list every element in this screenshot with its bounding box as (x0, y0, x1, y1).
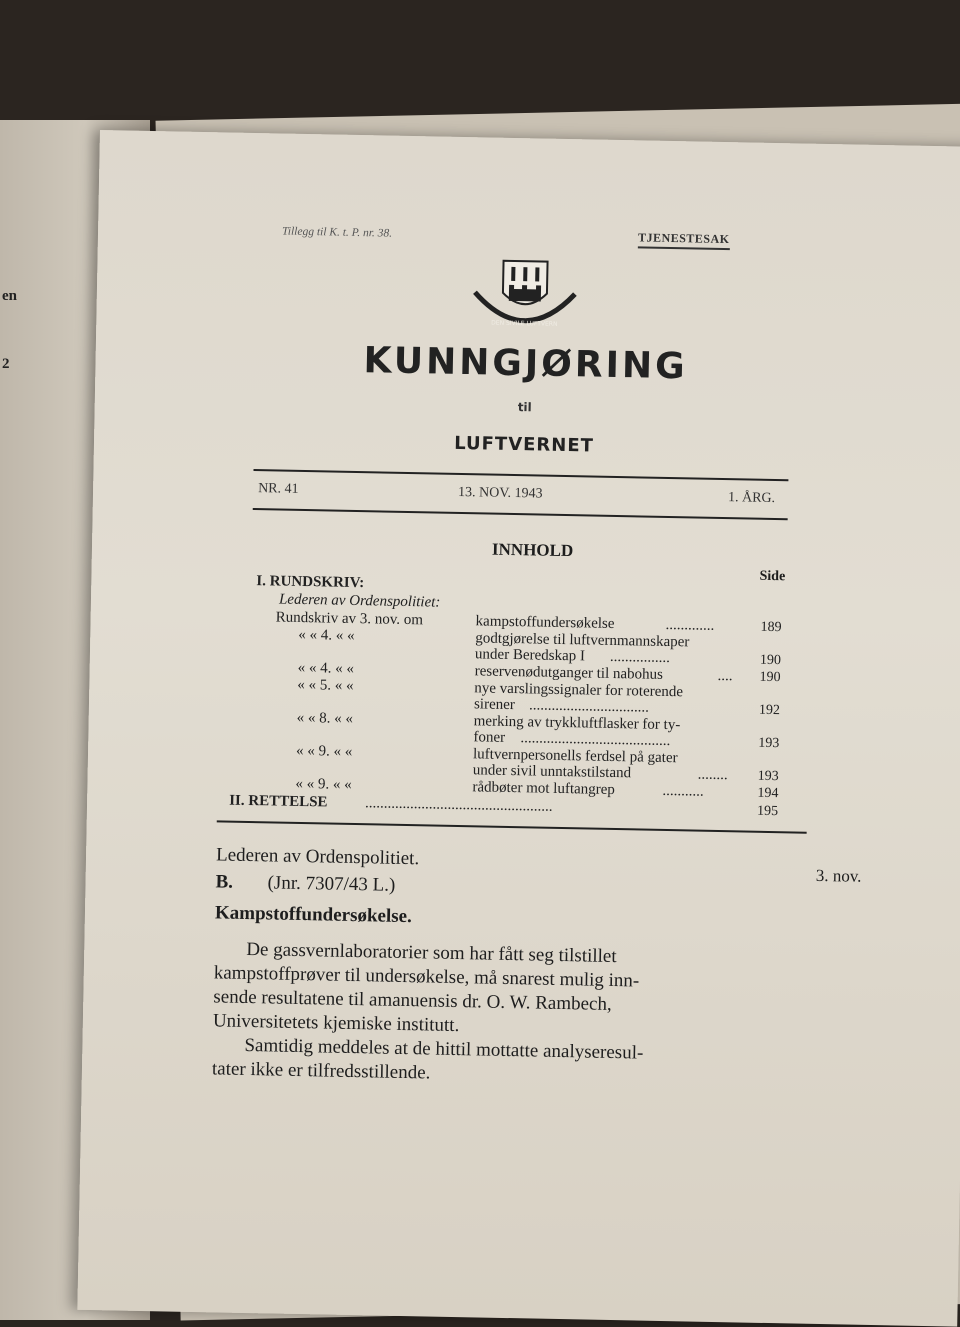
notice-subject: Kampstoffundersøkelse. (214, 902, 413, 928)
page-subtitle: LUFTVERNET (453, 432, 595, 457)
title-connector: til (517, 400, 532, 415)
toc-entry-line: foner (473, 729, 506, 746)
toc-entry-prefix: Rundskriv av 3. nov. om (275, 609, 424, 629)
toc-page-number: 194 (757, 785, 779, 802)
notice-line: tater ikke er tilfredsstillende. (211, 1058, 431, 1084)
toc-entry-line: under Beredskap I (474, 646, 586, 665)
toc-entry-prefix: « « 5. « « (297, 676, 354, 694)
notice-date: 3. nov. (815, 865, 862, 886)
toc-page-number: 190 (759, 652, 782, 669)
toc-section-label: II. RETTELSE (228, 792, 328, 811)
toc-page-number: 195 (756, 803, 779, 820)
toc-page-number: 193 (757, 768, 779, 785)
notice-line: De gassvernlaboratorier som har fått seg tilstillet (246, 938, 617, 968)
toc-page-number: 190 (759, 669, 781, 686)
page-title: KUNNGJØRING (363, 340, 689, 388)
toc-entry-line: reservenødutganger til nabohus (474, 663, 664, 683)
toc-dots: ................................ (528, 697, 650, 716)
toc-entry-prefix: « « 4. « « (297, 659, 355, 677)
toc-dots: ........................................ (520, 730, 671, 750)
divider (253, 469, 788, 481)
issue-date: 13. NOV. 1943 (457, 484, 543, 502)
toc-entry-line: luftvernpersonells ferdsel på gater (472, 746, 678, 767)
issue-row (258, 481, 788, 507)
toc-entry-prefix: « « 4. « « (298, 626, 355, 644)
issue-number: NR. 41 (258, 481, 299, 497)
toc-dots: ............. (665, 616, 715, 634)
toc-entry-prefix: « « 9. « « (295, 775, 352, 793)
notice-line: Universitetets kjemiske institutt. (212, 1010, 460, 1037)
toc-entry-line: nye varslingssignaler for roterende (474, 680, 684, 701)
document-page (77, 130, 960, 1327)
toc-dots: ........ (697, 766, 728, 784)
toc-entry-line: godtgjørelse til luftvernmannskaper (475, 630, 690, 651)
notice-reference: (Jnr. 7307/43 L.) (267, 872, 396, 896)
supplement-note: Tillegg til K. t. P. nr. 38. (281, 225, 393, 240)
toc-page-number: 192 (758, 702, 781, 719)
notice-ref-letter: B. (215, 871, 234, 893)
toc-side-label: Side (759, 568, 786, 585)
toc-dots: ........... (662, 782, 704, 800)
toc-entry-line: kampstoffundersøkelse (475, 613, 615, 632)
toc-entry-prefix: « « 9. « « (295, 742, 353, 760)
toc-page-number: 189 (760, 619, 782, 636)
toc-dots: ................ (609, 648, 671, 667)
crest-icon (464, 252, 586, 339)
toc-entry-line: rådbøter mot luftangrep (472, 779, 616, 799)
toc-dots: .................................................. (364, 795, 553, 815)
toc-section-label: I. RUNDSKRIV: (256, 573, 365, 592)
classification-label: TJENESTESAK (638, 230, 730, 250)
left-page-fragment: en (2, 288, 17, 304)
toc-entry-line: under sivil unntakstilstand (472, 762, 632, 782)
left-page-fragment: 2 (2, 356, 10, 372)
toc-entry-line: merking av trykkluftflasker for ty- (473, 713, 681, 734)
issue-year: 1. ÅRG. (727, 490, 776, 507)
notice-line: Samtidig meddeles at de hittil mottatte analyseresul- (244, 1034, 644, 1064)
notice-issuer: Lederen av Ordenspolitiet. (215, 844, 420, 870)
toc-subheading: Lederen av Ordenspolitiet: (278, 591, 441, 611)
notice-line: sende resultatene til amanuensis dr. O. W. Rambech, (213, 986, 612, 1015)
toc-heading: INNHOLD (491, 539, 574, 561)
crest-ring-text: DEN SIVILE LUFTVERN (491, 319, 558, 328)
notice-line: kampstoffprøver til undersøkelse, må snarest mulig inn- (213, 962, 640, 992)
divider (253, 508, 788, 520)
divider (217, 820, 807, 833)
toc-entry-line: sirener (473, 696, 516, 714)
toc-page-number: 193 (758, 735, 780, 752)
toc-entry-prefix: « « 8. « « (296, 709, 354, 727)
toc-dots: .... (717, 667, 733, 685)
